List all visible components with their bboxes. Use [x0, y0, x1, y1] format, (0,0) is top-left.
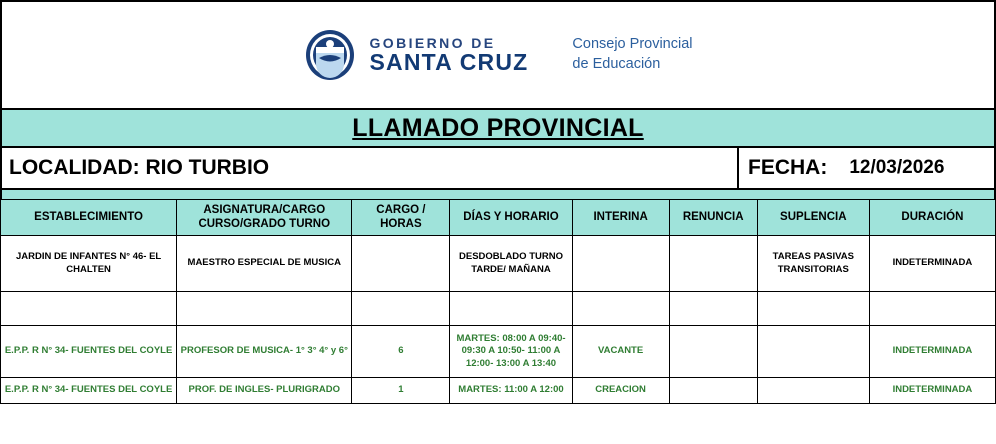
table-row — [1, 292, 996, 326]
cell-asignatura: PROFESOR DE MUSICA- 1° 3° 4° y 6° — [177, 326, 352, 378]
cell-renuncia — [669, 292, 757, 326]
cell-suplencia — [757, 326, 869, 378]
locality-cell — [2, 148, 737, 188]
cell-cargo-horas — [352, 236, 450, 292]
date-label: FECHA: — [748, 156, 828, 179]
cell-renuncia — [669, 236, 757, 292]
cell-suplencia — [757, 292, 869, 326]
col-header-interina: INTERINA — [572, 200, 669, 236]
locality-label: LOCALIDAD: RIO TURBIO — [9, 156, 270, 179]
council-wordmark — [572, 35, 692, 74]
gov-line-2: SANTA CRUZ — [369, 49, 529, 76]
cell-duracion: INDETERMINADA — [869, 326, 995, 378]
date-cell — [737, 148, 994, 188]
cell-cargo-horas — [352, 292, 450, 326]
cell-establecimiento: E.P.P. R N° 34- FUENTES DEL COYLE — [1, 378, 177, 404]
listing-table — [0, 199, 996, 404]
locality-row — [0, 148, 996, 190]
cell-establecimiento — [1, 292, 177, 326]
cell-duracion: INDETERMINADA — [869, 236, 995, 292]
government-wordmark — [369, 36, 528, 75]
table-row — [1, 378, 996, 404]
col-header-dias-horario: DÍAS Y HORARIO — [450, 200, 572, 236]
cell-asignatura: MAESTRO ESPECIAL DE MUSICA — [177, 236, 352, 292]
aqua-separator — [0, 190, 996, 199]
date-value: 12/03/2026 — [849, 157, 945, 178]
col-header-asignatura: ASIGNATURA/CARGO CURSO/GRADO TURNO — [177, 200, 352, 236]
cell-establecimiento: JARDIN DE INFANTES N° 46- EL CHALTEN — [1, 236, 177, 292]
santa-cruz-crest-icon — [303, 28, 357, 82]
cell-cargo-horas: 6 — [352, 326, 450, 378]
cell-renuncia — [669, 326, 757, 378]
cell-asignatura — [177, 292, 352, 326]
cell-dias-horario: MARTES: 08:00 A 09:40- 09:30 A 10:50- 11:00 A 12:00- 13:00 A 13:40 — [450, 326, 572, 378]
title-banner — [0, 108, 996, 148]
table-header-row — [1, 200, 996, 236]
page-title: LLAMADO PROVINCIAL — [352, 113, 644, 142]
cell-suplencia: TAREAS PASIVAS TRANSITORIAS — [757, 236, 869, 292]
col-header-cargo-horas: CARGO / HORAS — [352, 200, 450, 236]
table-row — [1, 236, 996, 292]
council-line-2: de Educación — [572, 56, 661, 72]
cell-asignatura: PROF. DE INGLES- PLURIGRADO — [177, 378, 352, 404]
cell-dias-horario: MARTES: 11:00 A 12:00 — [450, 378, 572, 404]
cell-renuncia — [669, 378, 757, 404]
council-line-1: Consejo Provincial — [572, 36, 693, 53]
col-header-establecimiento: ESTABLECIMIENTO — [1, 200, 177, 236]
cell-dias-horario — [450, 292, 572, 326]
cell-cargo-horas: 1 — [352, 378, 450, 404]
cell-establecimiento: E.P.P. R N° 34- FUENTES DEL COYLE — [1, 326, 177, 378]
col-header-suplencia: SUPLENCIA — [757, 200, 869, 236]
col-header-renuncia: RENUNCIA — [669, 200, 757, 236]
cell-dias-horario: DESDOBLADO TURNO TARDE/ MAÑANA — [450, 236, 572, 292]
cell-interina: VACANTE — [572, 326, 669, 378]
cell-duracion: INDETERMINADA — [869, 378, 995, 404]
cell-interina — [572, 236, 669, 292]
government-logo — [303, 28, 528, 82]
document-header — [0, 0, 996, 108]
col-header-duracion: DURACIÓN — [869, 200, 995, 236]
cell-interina — [572, 292, 669, 326]
cell-duracion — [869, 292, 995, 326]
cell-interina: CREACION — [572, 378, 669, 404]
cell-suplencia — [757, 378, 869, 404]
table-row — [1, 326, 996, 378]
gov-line-1: GOBIERNO DE — [369, 34, 496, 51]
